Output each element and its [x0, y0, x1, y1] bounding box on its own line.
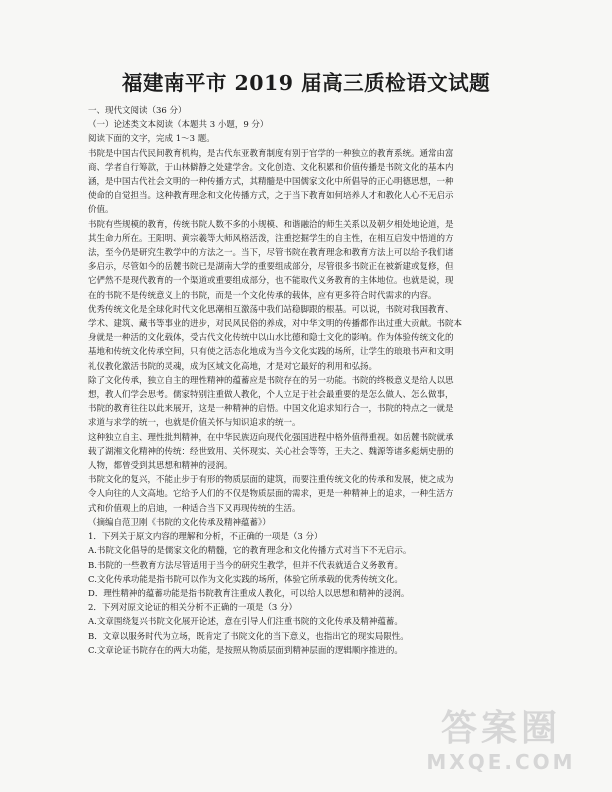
text-line: D．理性精神的蕴蓄功能是指书院教育注重成人教化，可以给人以思想和精神的浸润。: [88, 588, 410, 599]
watermark-top-text: 答案圈: [440, 708, 561, 749]
text-line: 2．下列对原文论证的相关分析不正确的一项是（3 分）: [88, 603, 298, 614]
text-line: B．文章以服务时代为立场，既肯定了书院文化的当下意义，也指出它的现实局限性。: [88, 631, 409, 642]
text-line: A.文章围绕复兴书院文化展开论述，意在引导人们注重书院的文化传承及精神蕴蓄。: [88, 617, 403, 628]
text-line: 身就是一种活的文化载体，受古代文化传统中以山水比德和隐士文化的影响。作为体验传统文化的: [88, 333, 454, 344]
text-line: 载了湖湘文化精神的传统：经世致用、关怀现实、关心社会等等，王夫之、魏源等诸多彪炳史册的: [88, 446, 454, 457]
text-line: 学术、建筑、藏书等事业的进步，对民风民俗的养成，对中华文明的传播都作出过重大贡献。书院本: [88, 319, 463, 330]
watermark-logo: [426, 708, 576, 778]
text-line: A.书院文化倡导的是儒家文化的精髓，它的教育理念和文化传播方式对当下不无启示。: [88, 546, 412, 557]
text-line: 法，至今仍是研究生教学中的方法之一。当下，尽管书院在教育理念和教育方法上可以给予我们诸: [88, 248, 454, 259]
text-line: 书院的教育往往以此来展开，这是一种精神的启悟。中国文化追求知行合一，书院的特点之一就是: [88, 404, 454, 415]
text-line: 1．下列关于原文内容的理解和分析，不正确的一项是（3 分）: [88, 532, 323, 543]
text-line: 一、现代文阅读（36 分）: [88, 106, 187, 116]
text-line: 人物，都曾受到其思想和精神的浸润。: [88, 461, 233, 472]
text-line: 优秀传统文化是全球化时代文化思潮相互激荡中我们站稳脚跟的根基。可以说，书院对我国教育、: [88, 304, 454, 315]
text-line: B.书院的一些教育方法尽管适用于当今的研究生教学，但并不代表就适合义务教育。: [88, 560, 403, 571]
text-line: 使命的自觉担当。这种教育理念和文化传播方式，之于当下教育如何培养人才和教化人心不无启示: [88, 191, 454, 202]
text-line: 阅读下面的文字，完成 1～3 题。: [88, 134, 215, 145]
text-line: 令人向往的人文高地。它给予人们的不仅是物质层面的需求，更是一种精神上的追求，一种生活方: [88, 489, 454, 500]
text-line: 礼仪教化激活书院的灵魂，成为区域文化高地，才是对它最好的利用和弘扬。: [88, 361, 378, 372]
text-line: 基地和传统文化传承空间，只有使之活态化地成为当今文化实践的场所，让学生的琅琅书声和文明: [88, 347, 454, 358]
text-line: 商、学者自行筹款，于山林僻静之处建学舍。文化创造、文化积累和价值传播是书院文化的基本内: [88, 162, 454, 173]
text-line: 这种独立自主、理性批判精神，在中华民族迈向现代化强国进程中格外值得重视。如岳麓书院就承: [88, 432, 454, 443]
text-line: C.文章论证书院存在的两大功能，是按照从物质层面到精神层面的逻辑顺序推进的。: [88, 645, 403, 656]
text-line: 想，教人们学会思考。儒家特别注重做人教化，个人立足于社会最重要的是怎么做人、怎么做事，: [88, 390, 454, 401]
text-line: 多启示，尽管如今的岳麓书院已是湖南大学的重要组成部分，尽管很多书院正在被新建或复修，但: [88, 262, 454, 273]
text-line: （一）论述类文本阅读（本题共 3 小题，9 分）: [88, 120, 269, 131]
text-line: 式和价值观上的启迪，一种适合当下又再现传统的生活。: [88, 503, 301, 514]
text-line: 涵，是中国古代社会文明的一种传播方式，其精髓是中国儒家文化中所倡导的正心明德思想，一种: [88, 177, 454, 188]
page-title: 福建南平市 2019 届高三质检语文试题: [121, 71, 491, 95]
text-line: 除了文化传承，独立自主的理性精神的蕴蓄应是书院存在的另一功能。书院的终极意义是给人以思: [88, 375, 454, 386]
text-line: 书院是中国古代民间教育机构，是古代东亚教育制度有别于官学的一种独立的教育系统。通常由富: [88, 148, 454, 159]
text-line: 其生命力所在。王阳明、黄宗羲等大师风格活泼，注重挖掘学生的自主性，在相互启发中悟道的方: [88, 233, 454, 244]
text-line: 价值。: [88, 205, 114, 216]
text-line: 书院有些规模的教育，传统书院人数不多的小规模、和谐融洽的师生关系以及朝夕相处地论道，是: [88, 219, 454, 230]
text-line: C.文化传承功能是指书院可以作为文化实践的场所，体验它所承载的优秀传统文化。: [88, 574, 403, 585]
text-line: 书院文化的复兴，不能止步于有形的物质层面的建筑，而要注重传统文化的传承和发展，使之成为: [88, 475, 454, 486]
text-line: 它俨然不是现代教育的一个渠道或重要组成部分，也不能取代义务教育的主体地位。也就是说，现: [88, 276, 454, 287]
text-line: 在的书院不是传统意义上的书院，而是一个文化传承的载体，应有更多符合时代需求的内容。: [88, 290, 437, 301]
text-line: 求道与求学的统一，也就是价值关怀与知识追求的统一。: [88, 418, 301, 429]
document-body: [88, 104, 526, 658]
text-line: （摘编自范卫刚《书院的文化传承及精神蕴蓄》）: [88, 517, 271, 528]
watermark-bottom-text: MXQE.COM: [426, 750, 576, 774]
